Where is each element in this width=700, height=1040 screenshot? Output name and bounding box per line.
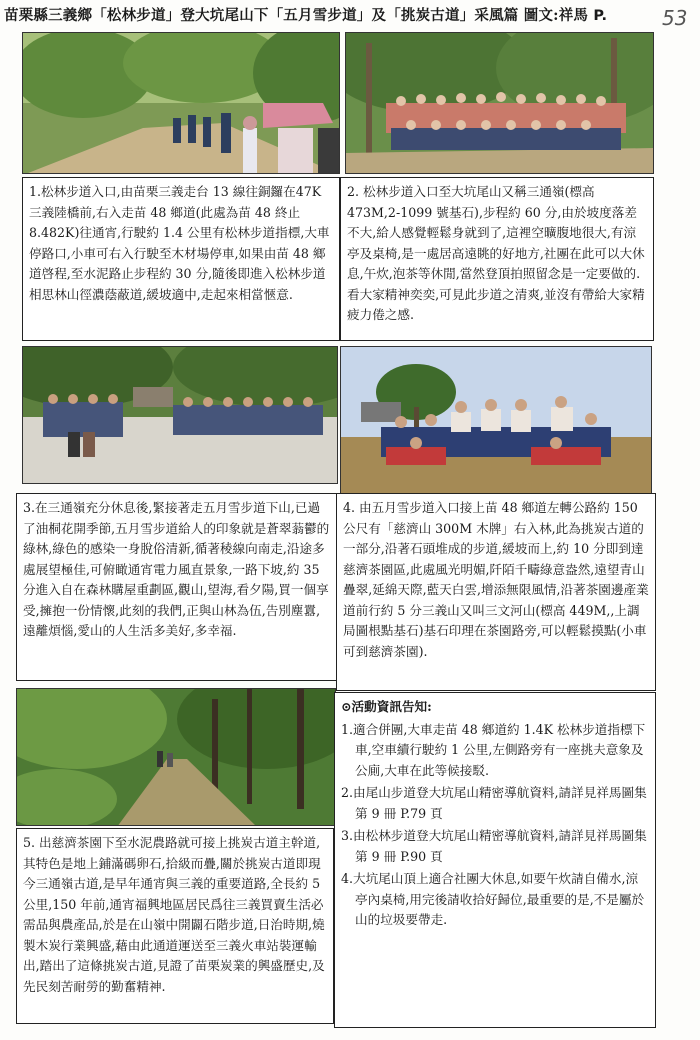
photo-forest-path: [16, 688, 336, 826]
page-header: [4, 4, 696, 28]
photo-group-rest-road: [22, 346, 338, 484]
section-1-text: 1.松林步道入口,由苗栗三義走台 13 線往銅鑼在47K 三義陸橋前,右入走苗 48 鄉道(此處為苗 48 終止 8.482K)往通宵,行駛約 1.4 公里有松林步道指標,大車停路口,小車可右入行駛至木材場停車,如果由苗 48 鄉道啓程,至水泥路止步程約 30 分,隨後即進入松林步道相思林山徑濃蔭蔽道,緩坡適中,走起來相當愜意.: [22, 177, 340, 341]
section-5-text: 5. 出慈濟茶園下至水泥農路就可接上挑炭古道主幹道,其特色是地上鋪滿碼卵石,拾級而疊,關於挑炭古道即現今三通嶺古道,是早年通宵與三義的重要道路,全長約 5 公里,150 年前,通宵福興地區居民爲往三義買賣生活必需品與農產品,於是在山嶺中開闢石階步道,日治時期,燒製木炭行業興盛,藉由此通道運送至三義火車站裝運輸出,踏出了這條挑炭古道,見證了苗栗炭業的興盛歷史,及先民刻苦耐勞的勤奮精神.: [16, 828, 334, 1024]
info-item: 4.大坑尾山頂上適合社團大休息,如要午炊請自備水,涼亭內桌椅,用完後請收拾好歸位,最重要的是,不是屬於山的垃圾要帶走.: [341, 871, 645, 927]
section-2-text: 2. 松林步道入口至大坑尾山又稱三通嶺(標高473M,2-1099 號基石),步程約 60 分,由於坡度落差不大,給人感覺輕鬆身就到了,這裡空曠腹地很大,有涼亭及桌椅,是一處居高遠眺的好地方,社團在此可以大休息,午炊,泡茶等休閒,當然登頂拍照留念是一定要做的.看大家精神奕奕,可見此步道之清爽,並沒有帶給大家精疲力倦之感.: [340, 177, 654, 341]
forest-trail-photo-icon: [23, 33, 340, 174]
page-label: P.: [593, 8, 608, 24]
section-4-text: 4. 由五月雪步道入口接上苗 48 鄉道左轉公路約 150 公尺有「慈濟山 300M 木牌」右入林,此為挑炭古道的一部分,沿著石頭堆成的步道,緩坡而上,約 10 分即到達慈濟茶園區,此處風光明媚,阡陌千疇綠意盎然,遠望青山疊翠,延綿天際,藍天白雲,增添無限風情,沿著茶園邊產業道前行約 5 分三義山又叫三文河山(標高 449M,,上調局圖根點基石)基石印理在茶園路旁,可以輕鬆摸點(小車可到慈濟茶園).: [336, 493, 656, 691]
photo-group-hilltop: [340, 346, 652, 494]
info-title: ⊙活動資訊告知:: [341, 699, 432, 714]
info-item: 3.由松林步道登大坑尾山精密導航資料,請詳見祥馬圖集第 9 冊 P.90 頁: [341, 828, 647, 864]
forest-path-photo-icon: [17, 689, 336, 826]
info-item: 1.適合併團,大車走苗 48 鄉道約 1.4K 松林步道指標下車,空車續行駛約 1 公里,左側路旁有一座挑夫意象及公廁,大車在此等候接駁.: [341, 721, 646, 778]
group-photo-icon: [346, 33, 654, 174]
info-item: 2.由尾山步道登大坑尾山精密導航資料,請詳見祥馬圖集第 9 冊 P.79 頁: [341, 785, 647, 821]
header-title: 苗栗縣三義鄉「松林步道」登大坑尾山下「五月雪步道」及「挑炭古道」采風篇 圖文:祥馬: [4, 7, 589, 24]
group-photo-icon: [341, 347, 652, 494]
photo-group-at-pass: [345, 32, 654, 174]
page-number: 53: [662, 6, 688, 30]
group-photo-icon: [23, 347, 338, 484]
section-3-text: 3.在三通嶺充分休息後,緊接著走五月雪步道下山,已過了油桐花開季節,五月雪步道給人的印象就是蒼翠蓊鬱的綠林,綠色的感染一身脫俗清新,循著稜線向南走,沿途多處展望極佳,可俯瞰通宵電力風直景象,一路下坡,約 35 分進入自在森林購屋重劃區,觀山,望海,看夕陽,買一個享受,擁抱一份情懷,此刻的我們,正與山林為伍,告別塵囂,遠離煩惱,愛山的人生活多美好,多幸福.: [16, 493, 338, 681]
photo-hikers-on-trail: [22, 32, 340, 174]
activity-info-box: [334, 692, 656, 1028]
